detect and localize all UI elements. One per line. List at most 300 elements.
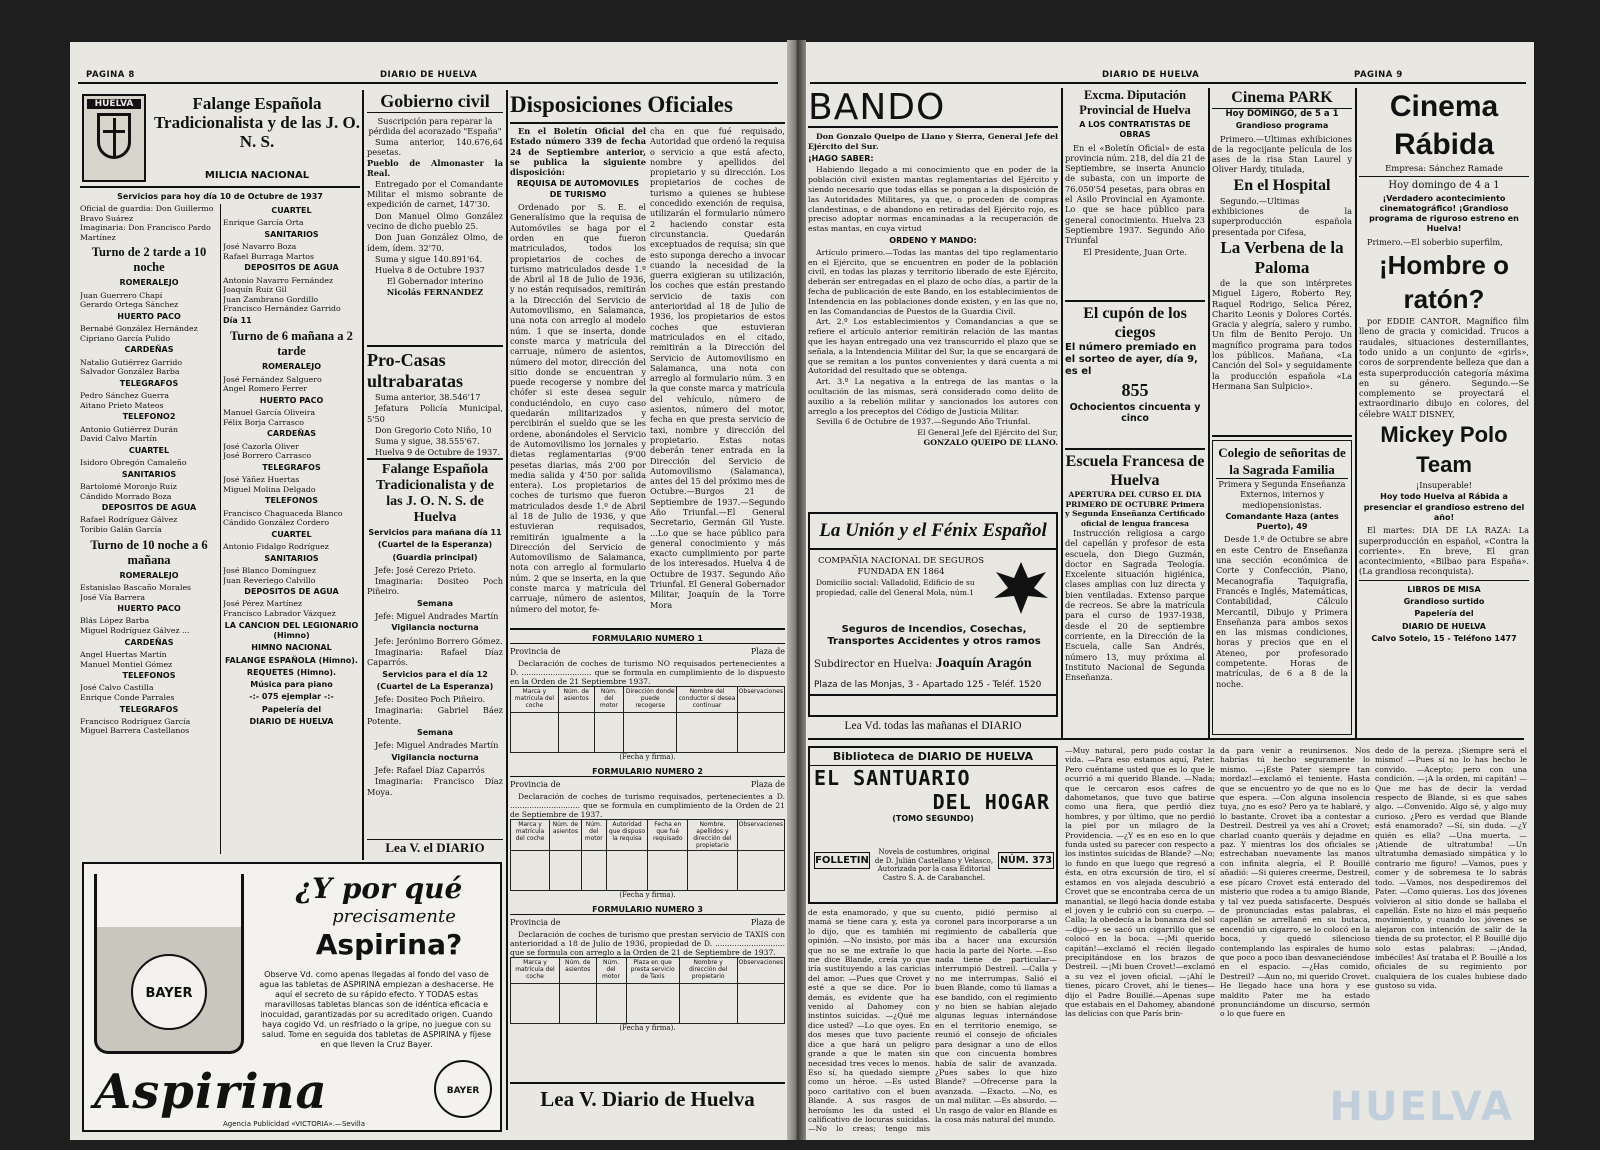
post-heading: SANITARIOS: [121, 469, 177, 479]
notice-line: Don Juan González Olmo, de ídem, ídem. 32'70.: [367, 232, 503, 253]
lea-diario-huelva: Lea V. Diario de Huelva: [540, 1087, 755, 1111]
post-heading: TELEGRAFOS: [262, 462, 321, 472]
form-column-header: Núm. de asientos: [558, 687, 594, 713]
roster-name: Blás López Barba: [80, 616, 150, 626]
lea-diario: Lea V. el DIARIO: [367, 839, 503, 856]
col-rule: [1061, 88, 1063, 738]
rabida-film-2: Mickey Polo Team: [1380, 422, 1508, 478]
form-column-header: Fecha en que fué requisado: [648, 820, 688, 851]
post-heading: -:- 075 ejemplar -:-: [249, 692, 334, 702]
form-column-header: Núm. de asientos: [550, 820, 582, 851]
form-table: [510, 957, 785, 1024]
milicia-subtitle: MILICIA NACIONAL: [204, 170, 310, 181]
disposiciones-text-1: Ordenado por S. E. el Generalísimo que la requisa de Automóviles se haga por el orden en que fueron matriculados, todos los propietarios de coches de turismo matriculados desde 1.º de Abril al 18 de Julio de 1936, y no están requisados, remitirán a la Dirección del Servicio de Automovilismo, en Salamanca, una nota con arreglo al modelo núm. 1 que se inserta, donde conste marca y matrícula del carruaje, número de asientos, número del motor, dirección del sitio donde se encuentran y puede recogerse y nombre del chófer si este desea seguir conduciéndolo, en cuyo caso quedarán militarizados y percibirán el sueldo que se les ordene, abonándoles el Servicio de Automovilismo los jornales y dietas reglamentarias (9'00 pesetas diarias, más 2'00 por media salida y 4'50 por salida entera). Los propietarios de coches de turismo que fueron matriculados desde 1.º de Abril al 18 de Julio de 1936, y que estuvieran requisados, remitirán igualmente a la Dirección del Servicio de Automovilismo de Salamanca, nota con arreglo al formulario núm. 2 que se inserta, en la que conste marca y matrícula del carruaje, número de asientos, número del motor, fe-: [510, 202, 646, 614]
bando-paragraph: Art. 2.º Los establecimientos y Comandancias a que se refiere el artículo anterior remitirán relación de las mantas que les hayan entregado una vez transcurrido el plazo que se señala, a la Intendencia Militar del Sur, la que se encargará de que se remitan a los puntos convenientes y dará cuenta a mi Autoridad del resultado que se obtenga.: [808, 317, 1058, 376]
novel-text: dedo de la pereza. ¡Siempre será el mismo! —Pues sí no lo has hecho le convido. —Acepto; pero con una condición. —¡A la orden, mi capitán! —Que me has de decir la verdad respecto de Blande, si es que sabes algo. —Convenido. Algo sé, y algo muy curioso. ¿Pero es verdad que Blande está enamorado? —Sí, sin duda. —¿Y quién es ella? —Una muerta. —¡Atiende de ultratumba! —Un ultratumba demasiado simpática y lo contrario me figuro! —Vamos, pues y comer y de sobremesa te lo sabrás todo. —Vamos, nos despediremos del Pater. —Como quieras. Los dos jóvenes volvieron al sitio donde se hallaba el capellán. Este no hizo el más pequeño movimiento, y cuando los jóvenes se alejaron con intención de salir de la tienda de su protector, el P. Bouillé dijo solo estas palabras: —¡Andad, imbéciles! Así trataba el P. Bouillé a los oficiales de su regimiento por cualquiera de los cuales hubiese dado gustoso su vida.: [1375, 746, 1527, 991]
form-column-header: Nombre y dirección del propietario: [679, 958, 737, 984]
post-heading: CUARTEL: [271, 529, 312, 539]
form-sign: (Fecha y firma).: [619, 891, 676, 899]
rule: [808, 738, 1524, 740]
rabida-headline-2: Hoy todo Huelva al Rábida a presenciar el grandioso estreno del año!: [1363, 492, 1525, 522]
roster-name: David Calvo Martín: [80, 434, 157, 444]
diputacion-title: Excma. Diputación Provincial de Huelva: [1079, 88, 1191, 117]
header-rule: [78, 82, 778, 84]
notice-line: Jefe: Miguel Andrades Martín: [375, 611, 499, 622]
form-column-header: Núm. de asientos: [559, 958, 596, 984]
roster-name: Antonio Gutiérrez Durán: [80, 424, 178, 434]
union-seguros: Seguros de Incendios, Cosechas, Transportes Accidentes y otros ramos: [827, 624, 1041, 647]
notice-line: Suma anterior, 140.676,64 pesetas.: [367, 136, 503, 157]
novel-text: da para venir a reunirsenos. Nos habrías tú hecho seguramente lo mismo. —¡Este Pater siempre tan mordaz!—exclamó el teniente. Hasta que se encuentro yo de que no es lo que espera. —Con alguna insolencia tuya, ¿no es eso? Pero ya te hablaré, y lo bastante. Crovet iba a contestar a Destreil. Destreil ya ves ahí a Crovet; charlad cuanto queráis y dejadme en paz. Y mientras los dos oficiales se estrechaban nuevamente las manos con infinita alegría, el P. Bouillé añadió: —Si quieres creerme, Destreil, ese pícaro Crovet está enterado del misterio que rodea a tu amigo Blande, y tal vez pueda satisfacerte. Después de pronunciadas estas palabras, el capellán se arrellanó en su butaca, encendió un cigarro, se lo colocó en la boca, y quedó silencioso contemplando las espirales de humo que poco a poco iban desvaneciéndose en el espacio. —¿Has comido, Destreil? —Aun no, mi querido Crovet. He llegado hace una hora y ese maldito Pater me ha estado pronunciándome un discurso, sermón o lo que fuere en: [1220, 746, 1370, 1019]
form-column-header: Núm. del motor: [581, 820, 606, 851]
aspirina-headline-1: ¿Y por qué: [295, 872, 463, 905]
roster-name: Francisco Chaguaceda Blanco: [223, 508, 343, 518]
requisa-subtitle: REQUISA DE AUTOMOVILES DE TURISMO: [516, 179, 640, 199]
post-heading: DEPOSITOS DE AGUA: [244, 263, 339, 273]
colegio-address: Comandante Haza (antes Puerto), 49: [1225, 511, 1339, 532]
roster-name: Salvador González Barba: [80, 367, 180, 377]
post-heading: CARDEÑAS: [124, 637, 174, 647]
novel-title-1: EL SANTUARIO: [814, 766, 971, 790]
notice-line: Imaginaria: Francisco Díaz Moya.: [367, 776, 503, 797]
park-film-2: La Verbena de la Paloma: [1220, 237, 1344, 277]
form-cell: [511, 713, 559, 753]
notice-heading: (Cuartel de la Esperanza): [377, 540, 493, 550]
post-heading: REQUETES (Himno).: [246, 667, 337, 677]
form-sign: (Fecha y firma).: [619, 1024, 676, 1032]
notice-heading: Vigilancia nocturna: [391, 623, 479, 633]
form-cell: [594, 713, 623, 753]
roster-name: Angel Romero Ferrer: [223, 384, 308, 394]
shift-heading: Turno de 10 noche a 6 mañana: [90, 537, 208, 567]
notice-line: Suma anterior, 38.546'17: [375, 392, 481, 402]
rule: [510, 122, 785, 124]
colegio-title: Colegio de señoritas de la Sagrada Familia: [1216, 444, 1348, 479]
falange2-title: Falange Española Tradicionalista y de las J. O. N. S. de Huelva: [376, 462, 494, 525]
roster-name: Enrique Conde Parrales: [80, 693, 175, 702]
services-date: Servicios para hoy día 10 de Octubre de 1937: [117, 192, 323, 201]
gobierno-civil: [367, 90, 503, 342]
roster-name: José Pérez Martínez: [223, 599, 303, 609]
post-heading: LA CANCION DEL LEGIONARIO (Himno): [224, 620, 359, 640]
form-column-header: Observaciones: [737, 958, 784, 984]
union-domicile: Domicilio social: Valladolid, Edificio de su propiedad, calle del General Mola, núm.1: [816, 578, 975, 597]
form-column-header: Plaza en que presta servicio de Taxis: [626, 958, 679, 984]
bando-paragraph: Art. 3.º La negativa a la entrega de las mantas o la ocultación de las mismas, será considerado como delito de auxilio a la rebelión militar y sancionados los autores con arreglo a los preceptos del Código de Justicia Militar.: [808, 377, 1058, 416]
roster-name: José Yáñez Huertas: [223, 475, 300, 485]
park-p2: Segundo.—Ultimas exhibiciones de la superproducción española presentada por Cifesa,: [1212, 195, 1352, 237]
novel-text: cuento, pidió permiso al coronel para incorporarse a un regimiento de caballería que iba a hacer una excursión hacia la parte del Norte. —Eso nada tiene de particular—interrumpió Destreil. —Calla y no me interrumpas. Salió el buen Blande, como tú llamas a ese bandido, con el regimiento y no bien se habían alejado algunas leguas internándose en el territorio enemigo, se reunió el consejo de oficiales para designar a uno de ellos que con cincuenta hombres había de salir de avanzada. ¿Pues sabes lo que hizo Blande? —Ofrecerse para la avanzada. —Exacto. —No, es un mal militar. —Es absurdo. —Un rasgo de valor en Blande es la cosa más natural del mundo.: [935, 908, 1057, 1124]
post-heading: Música para piano: [250, 680, 333, 690]
rabida-empresa: Empresa: Sánchez Ramade: [1359, 164, 1529, 177]
notice-line: Entregado por el Comandante Militar el mismo sobrante de expedición de carnet, 147'30.: [367, 178, 503, 210]
rule: [1065, 300, 1205, 302]
notice-line: Pueblo de Almonaster la Real.: [367, 158, 503, 179]
roster-name: Juan Guerrero Chapí: [80, 290, 163, 300]
notice-line: Jefatura Policía Municipal, 5'50: [367, 403, 503, 424]
bando-paragraph: Habiendo llegado a mi conocimiento que en poder de la población civil existen mantas reglamentarias del Ejército y siendo necesario que todas ellas se pongan a la disposición de las Autoridades Militares, ya que, o proceden de compras clandestinas, o de abandono en retiradas del Ejército rojo, es preciso adoptar normas encaminadas a la recuperación de estas mantas, en cuya virtud: [808, 165, 1058, 234]
form-column-header: Núm. del motor: [596, 958, 626, 984]
bando-sign: El General Jefe del Ejército del Sur,: [917, 428, 1058, 438]
notice-line: Jefe: Rafael Díaz Caparrós: [375, 764, 485, 775]
post-heading: TELEGRAFOS: [119, 704, 179, 714]
folletin-col-5: [1375, 746, 1527, 1134]
roster-name: Francisco Rodríguez García: [80, 716, 191, 726]
form-cell: [558, 713, 594, 753]
form-column-header: Observaciones: [737, 820, 784, 851]
masthead-right: DIARIO DE HUELVA: [1102, 70, 1200, 80]
plaza-label: Plaza de: [750, 780, 785, 789]
form-column-header: Nombre del conductor si desea continuar: [677, 687, 737, 713]
notice-line: Jefe: Dositeo Poch Piñeiro.: [375, 694, 486, 705]
archive-watermark: HUELVA: [1329, 1084, 1514, 1130]
roster-name: Cándido Morrado Boza: [80, 491, 172, 501]
plaza-label: Plaza de: [750, 647, 785, 656]
roster-name: Isidoro Obregón Camaleño: [80, 458, 187, 468]
folletin-label: FOLLETIN: [814, 852, 870, 869]
rule: [1212, 435, 1352, 437]
form-cell: [511, 984, 560, 1024]
page-9: [806, 42, 1534, 1140]
bayer-cross-icon: BAYER: [434, 1060, 492, 1118]
park-film-1: En el Hospital: [1233, 176, 1331, 194]
form-column-header: Observaciones: [737, 687, 784, 713]
disposiciones-title: Disposiciones Oficiales: [510, 92, 733, 117]
diputacion-sign: El Presidente, Juan Orte.: [1083, 246, 1187, 257]
form-declaration: Declaración de coches de turismo requisados, pertenecientes a D. ............................. que se formula en cumplimiento de la Orden de 21 de Septiembre de 1937.: [510, 792, 785, 819]
aspirina-brand: Aspirina: [94, 1064, 328, 1120]
folletin-col-3: [1065, 746, 1215, 1134]
bando-paragraph: Artículo primero.—Todas las mantas del tipo reglamentario en el Ejército, que se encuentren en poder de la población civil, en todas las plazas y territorio liberado de este Ejército, deberán ser entregadas en el plazo de ocho días, a partir de la fecha de publicación de este Bando, en los establecimientos de Intendencia en las poblaciones donde existen, y en las que no, en las Comandancias de Puestos de la Guardia Civil.: [808, 247, 1058, 316]
form-title: FORMULARIO NUMERO 1: [510, 634, 785, 644]
form-table: [510, 819, 785, 891]
form-cell: [606, 851, 648, 891]
post-heading: ROMERALEJO: [119, 278, 179, 288]
form-column-header: Núm. del motor: [594, 687, 623, 713]
procasas-title: Pro-Casas ultrabaratas: [367, 350, 463, 391]
roster-name: Bartolomé Moronjo Ruiz: [80, 481, 177, 491]
subdirector-name: Joaquín Aragón: [935, 656, 1032, 671]
form-cell: [581, 851, 606, 891]
misa-title: LIBROS DE MISA: [1407, 584, 1481, 594]
formularios: [510, 632, 785, 1072]
form-cell: [624, 713, 677, 753]
post-heading: CUARTEL: [271, 206, 312, 215]
rabida-title: Cinema Rábida: [1389, 90, 1499, 161]
notice-line: Imaginaria: Dositeo Poch Piñeiro.: [367, 576, 503, 597]
form-table: [510, 686, 785, 753]
notice-line: Suma y sigue, 38.555'67.: [375, 436, 480, 447]
post-heading: SANITARIOS: [264, 553, 319, 563]
union-sub: COMPAÑIA NACIONAL DE SEGUROS: [817, 556, 985, 566]
form-title: FORMULARIO NUMERO 2: [510, 767, 785, 777]
notice-line: Jefe: José Cerezo Prieto.: [375, 564, 476, 575]
roster-name: José Calvo Castilla: [80, 683, 154, 693]
rabida-headline: ¡Verdadero acontecimiento cinematográfico! ¡Grandioso programa de riguroso estreno en Huelva!: [1369, 193, 1519, 234]
notice-line: Nicolás FERNANDEZ: [386, 286, 484, 297]
bando-ordeno: ORDENO Y MANDO:: [889, 235, 977, 245]
notice-heading: Semana: [416, 728, 453, 738]
roster-name: Manuel Montiel Gómez: [80, 659, 173, 669]
roster-name: Juan Reveriego Calvillo: [223, 575, 316, 585]
post-heading: HIMNO NACIONAL: [251, 643, 332, 653]
notice-heading: (Cuartel de La Esperanza): [376, 681, 494, 691]
roster-name: José Borrero Carrasco: [223, 451, 312, 461]
diputacion-sub: A LOS CONTRATISTAS DE OBRAS: [1079, 120, 1191, 140]
roster-name: Aitano Prieto Mateos: [80, 400, 164, 410]
post-heading: SANITARIOS: [264, 229, 319, 239]
cinema-park: [1212, 88, 1352, 433]
escuela-title: Escuela Francesa de Huelva: [1065, 453, 1205, 489]
provincia-label: Provincia de: [510, 647, 561, 656]
provincia-label: Provincia de: [510, 918, 561, 927]
disposiciones-lead: En el Boletín Oficial del Estado número 339 de fecha 24 de Septiembre anterior, se publica la siguiente disposición:: [510, 126, 646, 178]
post-heading: DEPOSITOS DE AGUA: [101, 503, 197, 513]
post-heading: DIARIO DE HUELVA: [249, 717, 334, 726]
roster-name: Rafael Burraga Martos: [223, 251, 314, 261]
union-founded: FUNDADA EN 1864: [857, 567, 945, 577]
aspirina-headline-3: Aspirina?: [315, 928, 463, 961]
novel-description: Novela de costumbres, original de D. Julián Castellano y Velasco, Autorizada por la casa Editorial Castro S. A. de Carabanchel.: [874, 848, 994, 882]
form-cell: [550, 851, 582, 891]
form-cell: [679, 984, 737, 1024]
cinema-park-title: Cinema PARK: [1212, 88, 1352, 109]
folletin-header: [808, 746, 1058, 904]
col-rule: [1208, 88, 1210, 738]
biblioteca-title: Biblioteca de DIARIO DE HUELVA: [810, 748, 1056, 766]
form-column-header: Marca y matrícula del coche: [511, 820, 550, 851]
notice-line: Jefe: Miguel Andrades Martín: [375, 740, 499, 751]
roster-name: Joaquín Ruiz Gil: [223, 285, 287, 295]
notice-heading: Servicios para mañana día 11: [368, 528, 502, 537]
park-today: Hoy DOMINGO, de 5 a 1: [1225, 109, 1339, 119]
day-heading: Día 11: [223, 316, 252, 326]
rule: [1065, 448, 1205, 450]
escuela-sub: APERTURA DEL CURSO EL DIA PRIMERO DE OCTUBRE Primera y Segunda Enseñanza Certificado oficial de lengua francesa: [1065, 490, 1205, 528]
misa-diario: DIARIO DE HUELVA: [1402, 621, 1486, 631]
roster-name: Gerardo Ortega Sánchez: [80, 300, 179, 310]
post-heading: ROMERALEJO: [119, 570, 179, 580]
roster-name: José Navarro Boza: [223, 242, 297, 252]
diputacion-body: En el «Boletín Oficial» de esta provincia núm. 218, del día 21 de Septiembre, se inserta Anuncio de subasta, con un importe de 76.050'54 pesetas, para obras en el Asilo Provincial en Ayamonte. Lo que se hace público para general conocimiento. Huelva 23 Septiembre 1937. Segundo Año Triunfal: [1065, 142, 1205, 246]
roster-name: Toribio Galán García: [80, 525, 162, 535]
cinema-rabida: [1359, 88, 1529, 733]
form-column-header: Marca y matrícula del coche: [511, 687, 559, 713]
bando-intro: Don Gonzalo Queipo de Llano y Sierra, General Jefe del Ejército del Sur.: [808, 132, 1058, 151]
col-rule: [1355, 88, 1357, 738]
roster-name: Angel Huertas Martín: [80, 649, 167, 659]
bando-hago-saber: ¡HAGO SABER:: [808, 153, 874, 163]
rule: [510, 1082, 785, 1084]
form-column-header: Autoridad que dispuso la requisa: [606, 820, 648, 851]
roster-name: José Cazorla Oliver: [223, 441, 299, 451]
folletin-col-4: [1220, 746, 1370, 1134]
roster-name: Cipriano García Pulido: [80, 333, 171, 343]
notice-line: Imaginaria: Rafael Díaz Caparrós.: [367, 646, 503, 668]
bando-signature: GONZALO QUEIPO DE LLANO.: [923, 437, 1058, 447]
form-cell: [648, 851, 688, 891]
roster-name: Imaginaria: Don Francisco Pardo Martínez: [80, 223, 211, 242]
header-rule: [810, 82, 1526, 84]
aspirina-body: Observe Vd. como apenas llegadas al fondo del vaso de agua las tabletas de ASPIRINA empiezan a deshacerse. He aquí el secreto de su rápido efecto. Y TODAS estas maravillosas tabletas blancas son de idéntica eficacia e inocuidad, garantizadas por su acreditado origen. Cuando haya cogido Vd. un resfriado o la gripe, no juegue con su salud. Tome en seguida dos tabletas de ASPIRINA y fíjese en que lleven la Cruz Bayer.: [259, 970, 494, 1049]
notice-line: Huelva 8 de Octubre 1937: [375, 265, 485, 276]
post-heading: Papelería del: [261, 704, 322, 714]
post-heading: TELEFONO2: [122, 412, 176, 422]
escuela-francesa: [1065, 452, 1205, 737]
logo-text: HUELVA: [87, 99, 141, 109]
lea-todas-mananas: Lea Vd. todas las mañanas el DIARIO: [844, 720, 1022, 732]
agency-credit: Agencia Publicidad «VICTORIA».—Sevilla: [222, 1120, 365, 1128]
notice-line: Suma y sigue 140.891'64.: [375, 253, 483, 264]
page-8: [70, 42, 787, 1140]
form-cell: [688, 851, 738, 891]
misa-address: Calvo Sotelo, 15 - Teléfono 1477: [1371, 633, 1517, 643]
notice-heading: Semana: [416, 598, 453, 608]
notice-line: Suscripción para reparar la pérdida del acorazado "España": [368, 116, 502, 137]
roster-name: Cándido González Cordero: [223, 518, 330, 528]
post-heading: TELEGRAFOS: [119, 378, 179, 388]
union-fenix-ad: [808, 512, 1058, 717]
cupon-text: El número premiado en el sorteo de ayer, día 9, es el: [1065, 342, 1198, 377]
park-prog: Grandioso programa: [1235, 121, 1329, 131]
colegio-body: Desde 1.º de Octubre se abre en este Centro de Enseñanza una sección económica de Corte y Confección, Piano, Mecanografía Taquigrafía, Francés e Inglés, Matemáticas, Contabilidad, Cálculo Mercantil, Dibujo y Primera Enseñanza para ambos sexos en las mismas condiciones, horas y precios que en el Ateneo, por profesorado competente. Horas de matrículas, de 6 a 8 de la noche.: [1216, 534, 1348, 689]
diputacion: [1065, 88, 1205, 298]
notice-line: Huelva 9 de Octubre de 1937.: [375, 447, 501, 455]
provincia-label: Provincia de: [510, 780, 561, 789]
roster-name: Bernabé González Hernández: [80, 324, 198, 334]
roster-name: Oficial de guardia: Don Guillermo Bravo Suárez: [80, 204, 214, 223]
roster-name: Antonio Fidalgo Rodríguez: [223, 542, 329, 552]
post-heading: HUERTO PACO: [259, 395, 324, 405]
post-heading: CARDEÑAS: [267, 429, 316, 439]
park-p1: Primero.—Ultimas exhibiciones de la regocijante película de los ases de la risa Stan Laurel y Oliver Hardy, titulada,: [1212, 133, 1352, 175]
roster-name: Félix Borja Carrasco: [223, 417, 304, 427]
folletin-col-1: [808, 908, 930, 1134]
cupon-title: El cupón de los ciegos: [1083, 305, 1187, 341]
plaza-label: Plaza de: [750, 918, 785, 927]
roster-name: Miguel Molina Delgado: [223, 484, 316, 494]
water-glass-icon: [94, 874, 244, 1054]
rabida-p2: por EDDIE CANTOR. Magnífico film lleno de gracia y comicidad. Trucos a raudales, situaciones desternillantes, todo unido a un conjunto de «girls», coros de sorprendente belleza que dan a esta superproducción categoría máxima en su género. Segundo.—Se complemento se proyectará el extraordinario dibujo en colores, del célebre WALT DISNEY,: [1359, 316, 1529, 419]
rabida-today: Hoy domingo de 4 a 1: [1388, 180, 1500, 192]
col-rule: [506, 90, 508, 1130]
colegio-sub: Primera y Segunda Enseñanza Externos, internos y mediopensionistas.: [1218, 479, 1346, 510]
roster-name: Francisco Labrador Vázquez: [223, 609, 336, 619]
falange-servicios: [367, 462, 503, 837]
notice-heading: (Guardia principal): [392, 552, 478, 562]
col-rule: [220, 204, 221, 854]
rule: [510, 628, 785, 630]
masthead-left: DIARIO DE HUELVA: [380, 70, 478, 80]
col-rule: [362, 90, 364, 860]
shift-heading: Turno de 2 tarde a 10 noche: [91, 245, 207, 275]
notice-line: Jefe: Jerónimo Borrero Gómez.: [375, 635, 503, 646]
post-heading: FALANGE ESPAÑOLA (Himno).: [225, 655, 358, 665]
form-declaration: Declaración de coches de turismo que prestan servicio de TAXIS con anterioridad a 18 de Julio de 1936, propiedad de D. ............................. que se formula con arreglo a la Orden de 21 de Septiembre de 1937.: [510, 930, 785, 957]
form-cell: [737, 713, 784, 753]
rabida-film-1: ¡Hombre o ratón?: [1379, 250, 1509, 315]
roster-name: José Fernández Salguero: [223, 374, 322, 384]
roster-name: Antonio Navarro Fernández: [223, 275, 334, 285]
novel-title-2: DEL HOGAR: [932, 790, 1050, 814]
form-column-header: Marca y matrícula del coche: [511, 958, 560, 984]
form-column-header: Nombre, apellidos y dirección del propietario: [688, 820, 738, 851]
cupon-ciegos: [1065, 304, 1205, 446]
post-heading: TELEFONOS: [122, 671, 176, 681]
roster-name: José Blanco Domínguez: [223, 565, 316, 575]
cupon-number: 855: [1121, 380, 1149, 400]
roster-name: Natalio Gutiérrez Garrido: [80, 357, 183, 367]
subdirector-label: Subdirector en Huelva:: [814, 659, 933, 670]
post-heading: ROMERALEJO: [261, 362, 322, 372]
aspirina-ad: [82, 862, 502, 1132]
notice-heading: Vigilancia nocturna: [391, 752, 479, 762]
formulario: [510, 767, 785, 899]
form-cell: [737, 984, 784, 1024]
misa-papeleria: Papelería del: [1414, 609, 1474, 619]
disposiciones-col-2: [650, 126, 785, 626]
shift-heading: Turno de 6 mañana a 2 tarde: [230, 329, 353, 359]
union-title: La Unión y el Fénix Español: [810, 514, 1056, 550]
bando-title: BANDO: [808, 88, 1058, 128]
form-cell: [511, 851, 550, 891]
aspirina-headline-2: precisamente: [332, 906, 456, 927]
roster-name: Francisco Hernández Garrido: [223, 304, 341, 314]
form-cell: [626, 984, 679, 1024]
rabida-p3: El martes: DIA DE LA RAZA: La superproducción en español, «Contra la corriente». En breve, El gran acontecimiento, «Bilbao para España». (La grandiosa reconquista).: [1359, 525, 1529, 577]
falange-col-2: [223, 204, 360, 854]
post-heading: CUARTEL: [128, 445, 170, 455]
post-heading: HUERTO PACO: [117, 311, 181, 321]
disposiciones-text-2: cha en que fué requisado, Autoridad que ordenó la requisa o servicio a que está afecto, nombre y apellidos del propietario y su dirección. Los propietarios de coches de turismo a quienes se hubiese concedido exención de requisa, utilizarán el formulario número 2 haciendo constar esta circunstancia. Quedarán exceptuados de requisa; sin que esto suponga derecho a invocar cuando la necesidad de la guerra exigieran su utilización, los coches que están prestando servicio de taxis con anterioridad al 18 de Julio de 1936, los propietarios de estos coches que estuvieran matriculados en el citado, remitirán a la Dirección del Servicio de Automovilismo en Salamanca, una nota con arreglo al formulario núm. 3 en la que conste marca y matrícula del vehículo, número de asientos, número del motor, fecha en que presta servicio de taxi, nombre y dirección del propietario. Estas notas deberán tener entrada en la Dirección del Servicio de Automovilismo (Salamanca), antes del 15 del próximo mes de Octubre.—Burgos 21 de Septiembre de 1937.—Segundo Año Triunfal.—El General Secretario, Germán Gil Yuste. ...Lo que se hace público para general conocimiento y más exacto cumplimiento por parte de los interesados. Huelva 4 de Octubre de 1937. Segundo Año Triunfal. El General Gobernador Militar, Joaquín de la Torre Mora: [650, 126, 785, 610]
novel-text: —Muy natural, pero pudo costar la vida. —Para eso estamos aquí, Pater. Pero cuéntame usted que es lo que le ocurrió a mi querido Blande. —Nada; que le cercaron esos cafres de dahometanos, que tuvo que batirse como una fiera, que perdió diez hombres, y por último, que no perdió la piel por un milagro de la Providencia. —¿Y es en eso en lo que funda usted su parecer con respecto a los instintos suicidas de Blande? —No; lo fundo en que luego que regresó a ésta, en otra excursión de tiro, el sí estamos en vos alejada descubrió a Crovet que se encontraba cerca de un manantial, se llegó hacia donde estaba el joven y le cubrió con su cuerpo. —Calla; la obedecía a la bonanza del sol—dijo—y se sacó un cigarrillo que se colocó en la boca. —¡Mi querido capitán!—exclamó el recién llegado precipitándose en los brazos de Destreil. —¡Mi buen Crovet!—exclamó a su vez el joven oficial. —¡Ahí le tienes, pícaro Crovet, ahí le tienes—dijo el Padre Bouillé.—Apenas supe que estabais en el Dahomey, abandoné las delicias con que París brin-: [1065, 746, 1215, 1019]
form-sign: (Fecha y firma).: [619, 753, 676, 761]
novel-tomo: (TOMO SEGUNDO): [892, 814, 974, 823]
cupon-words: Ochocientos cincuenta y cinco: [1069, 402, 1201, 424]
roster-name: Enrique García Orta: [223, 218, 304, 228]
folletin-col-2: [935, 908, 1057, 1134]
formulario: [510, 905, 785, 1032]
form-cell: [596, 984, 626, 1024]
book-gutter: [787, 40, 806, 1140]
post-heading: TELEFONOS: [264, 496, 318, 506]
form-column-header: Dirección donde puede recogerse: [624, 687, 677, 713]
form-title: FORMULARIO NUMERO 3: [510, 905, 785, 915]
park-p3: de la que son intérpretes Miguel Ligero, Roberto Rey, Raquel Rodrigo, Selica Pérez, Charito Leonis y Dolores Cortés. Gracia y alegría, salero y rumbo. Un film de Benito Perojo. Un magnífico programa para todos los públicos. Mañana, «La Canción del Sol» y seguidamente la producción española «La Hermana San Sulpicio».: [1212, 277, 1352, 391]
roster-name: Rafael Rodríguez Gálvez: [80, 515, 178, 525]
falange-header: [80, 90, 360, 188]
notice-line: Imaginaria: Gabriel Báez Potente.: [367, 705, 503, 726]
roster-name: Estanislao Bascaño Morales: [80, 582, 192, 592]
post-heading: CARDEÑAS: [124, 345, 174, 355]
notice-line: El Gobernador interino: [386, 276, 484, 287]
rule: [367, 345, 503, 347]
post-heading: DEPOSITOS DE AGUA: [244, 587, 339, 597]
bayer-tablet-icon: BAYER: [131, 954, 207, 1030]
misa-sub: Grandioso surtido: [1403, 597, 1485, 607]
gobierno-title: Gobierno civil: [367, 90, 503, 113]
form-cell: [677, 713, 737, 753]
roster-name: Pedro Sánchez Guerra: [80, 391, 169, 401]
form-cell: [559, 984, 596, 1024]
bando-body: [808, 132, 1058, 512]
falange-title: Falange Española Tradicionalista y de las J. O. N. S.: [153, 94, 360, 151]
notice-heading: Servicios para el día 12: [382, 669, 488, 679]
bando-date: Sevilla 6 de Octubre de 1937.—Segundo Año Triunfal.: [816, 417, 1031, 427]
notice-line: Don Manuel Olmo González vecino de dicho pueblo 25.: [367, 210, 503, 231]
roster-name: José Vía Barrera: [80, 592, 145, 602]
notice-line: Don Gregorio Coto Niño, 10: [375, 424, 492, 435]
